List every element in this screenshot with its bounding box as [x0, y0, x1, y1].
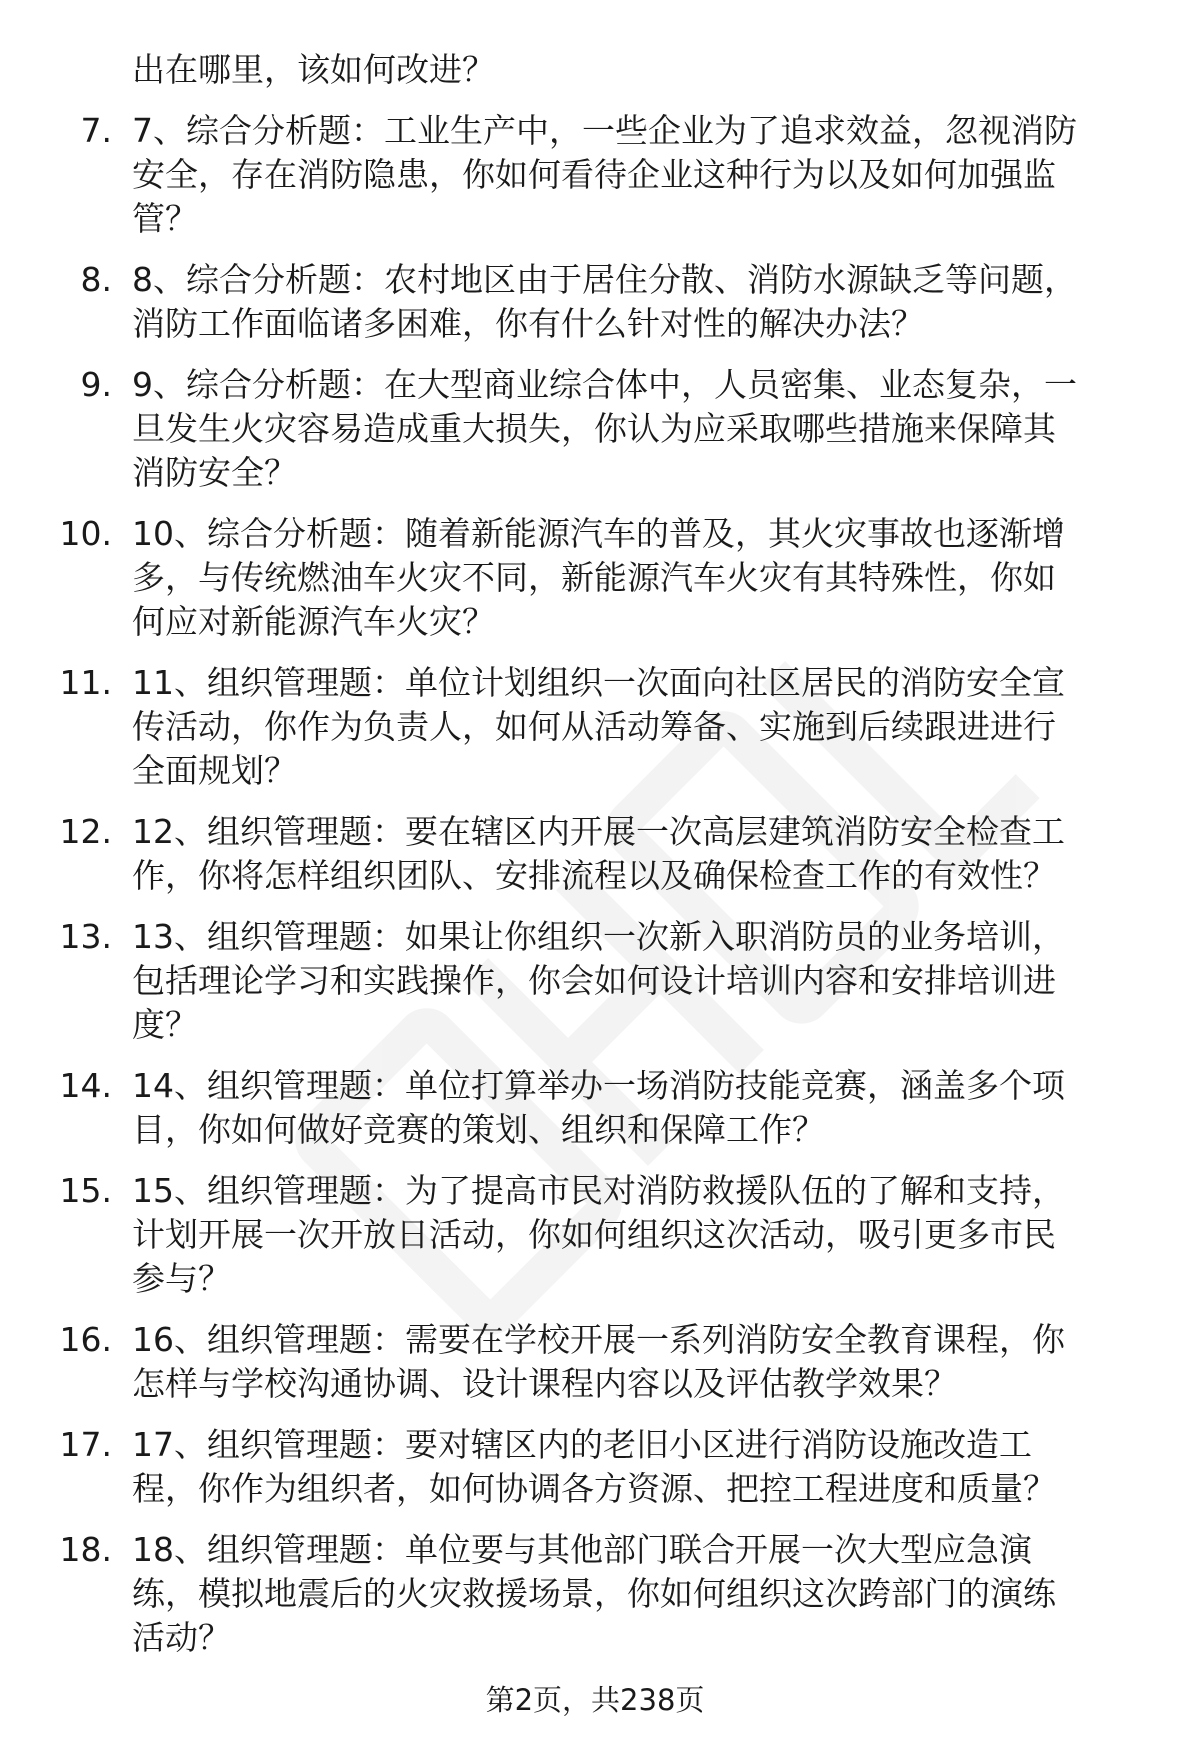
item-text-line: 怎样与学校沟通协调、设计课程内容以及评估教学效果？ [132, 1364, 957, 1403]
question-list [0, 48, 1190, 1660]
item-text-line: 度？ [132, 1005, 198, 1044]
item-text-line: 12、组织管理题：要在辖区内开展一次高层建筑消防安全检查工 [132, 812, 1065, 851]
item-text-line: 11、组织管理题：单位计划组织一次面向社区居民的消防安全宣 [132, 663, 1065, 702]
item-text-line: 18、组织管理题：单位要与其他部门联合开展一次大型应急演 [132, 1530, 1032, 1569]
item-text-line: 何应对新能源汽车火灾？ [132, 602, 495, 641]
item-text-line: 传活动，你作为负责人，如何从活动筹备、实施到后续跟进进行 [132, 707, 1056, 746]
list-item [0, 1423, 1190, 1511]
item-text-line: 参与？ [132, 1259, 231, 1298]
item-text-line: 作，你将怎样组织团队、安排流程以及确保检查工作的有效性？ [132, 856, 1056, 895]
item-number: 13. [59, 917, 112, 956]
item-number: 14. [59, 1066, 112, 1105]
list-item [0, 258, 1190, 346]
item-text-line: 安全，存在消防隐患，你如何看待企业这种行为以及如何加强监 [132, 155, 1056, 194]
item-text-line: 包括理论学习和实践操作，你会如何设计培训内容和安排培训进 [132, 961, 1056, 1000]
item-text-line: 9、综合分析题：在大型商业综合体中，人员密集、业态复杂，一 [132, 365, 1077, 404]
item-text-line: 计划开展一次开放日活动，你如何组织这次活动，吸引更多市民 [132, 1215, 1056, 1254]
item-number: 16. [59, 1320, 112, 1359]
item-number: 9. [80, 365, 112, 404]
item-number: 15. [59, 1171, 112, 1210]
item-number: 10. [59, 514, 112, 553]
item-text-line: 旦发生火灾容易造成重大损失，你认为应采取哪些措施来保障其 [132, 409, 1056, 448]
item-text-line: 多，与传统燃油车火灾不同，新能源汽车火灾有其特殊性，你如 [132, 558, 1056, 597]
list-item [0, 1169, 1190, 1301]
page-number-footer: 第2页，共238页 [485, 1683, 705, 1717]
item-text-line: 17、组织管理题：要对辖区内的老旧小区进行消防设施改造工 [132, 1425, 1032, 1464]
list-item [0, 512, 1190, 644]
continuation-line: 出在哪里，该如何改进？ [132, 50, 495, 89]
list-item [0, 661, 1190, 793]
item-text-line: 8、综合分析题：农村地区由于居住分散、消防水源缺乏等问题， [132, 260, 1077, 299]
list-item [0, 1318, 1190, 1406]
item-number: 8. [80, 260, 112, 299]
item-text-line: 目，你如何做好竞赛的策划、组织和保障工作？ [132, 1110, 825, 1149]
item-text-line: 7、综合分析题：工业生产中，一些企业为了追求效益，忽视消防 [132, 111, 1077, 150]
item-text-line: 消防安全？ [132, 453, 297, 492]
item-text-line: 全面规划？ [132, 751, 297, 790]
item-text-line: 消防工作面临诸多困难，你有什么针对性的解决办法？ [132, 304, 924, 343]
item-text-line: 13、组织管理题：如果让你组织一次新入职消防员的业务培训， [132, 917, 1065, 956]
item-text-line: 15、组织管理题：为了提高市民对消防救援队伍的了解和支持， [132, 1171, 1065, 1210]
item-text-line: 程，你作为组织者，如何协调各方资源、把控工程进度和质量？ [132, 1469, 1056, 1508]
item-text-line: 10、综合分析题：随着新能源汽车的普及，其火灾事故也逐渐增 [132, 514, 1065, 553]
list-item [0, 1064, 1190, 1152]
item-number: 17. [59, 1425, 112, 1464]
list-item [0, 363, 1190, 495]
item-number: 11. [59, 663, 112, 702]
item-text-line: 活动？ [132, 1618, 231, 1657]
item-number: 18. [59, 1530, 112, 1569]
item-text-line: 16、组织管理题：需要在学校开展一系列消防安全教育课程，你 [132, 1320, 1065, 1359]
list-item [0, 810, 1190, 898]
list-item [0, 109, 1190, 241]
item-text-line: 管？ [132, 199, 198, 238]
item-number: 7. [80, 111, 112, 150]
list-item [0, 1528, 1190, 1660]
item-text-line: 练，模拟地震后的火灾救援场景，你如何组织这次跨部门的演练 [132, 1574, 1056, 1613]
list-item [0, 915, 1190, 1047]
item-number: 12. [59, 812, 112, 851]
item-text-line: 14、组织管理题：单位打算举办一场消防技能竞赛，涵盖多个项 [132, 1066, 1065, 1105]
